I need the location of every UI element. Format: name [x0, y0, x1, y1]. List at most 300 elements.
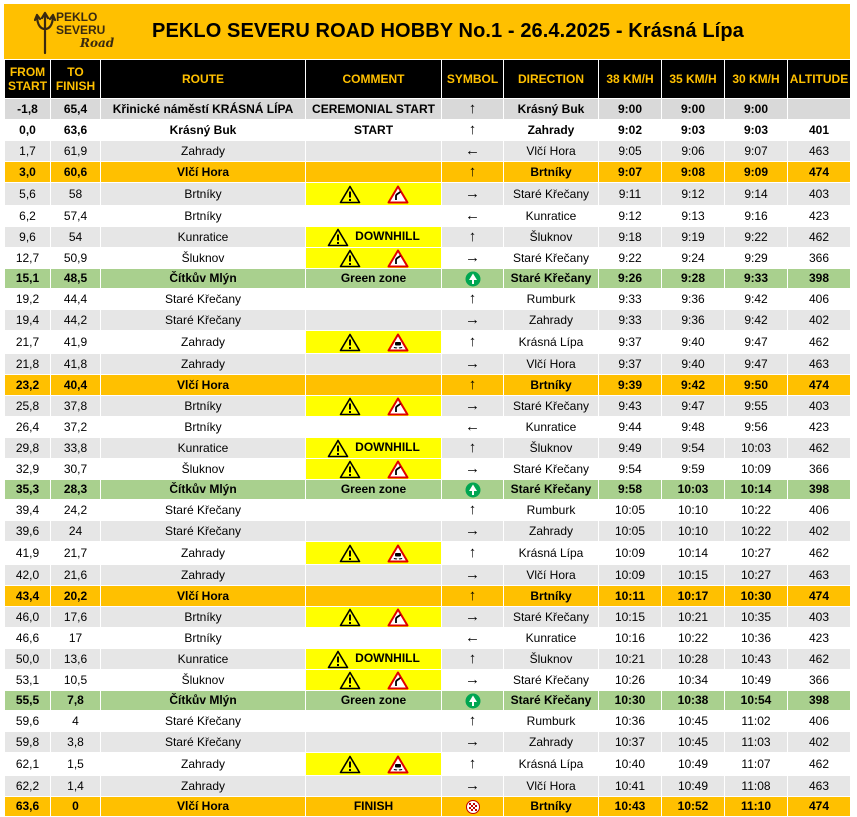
cell-comment — [306, 711, 442, 732]
cell-route: Vlčí Hora — [101, 162, 306, 183]
cell-route: Křinické náměstí KRÁSNÁ LÍPA — [101, 99, 306, 120]
cell-30kmh: 10:22 — [725, 500, 788, 521]
up-arrow-icon: ↑ — [468, 100, 477, 117]
cell-from-start: 39,6 — [5, 521, 51, 542]
cell-direction: Šluknov — [504, 438, 599, 459]
table-row — [5, 417, 851, 438]
cell-comment — [306, 480, 442, 500]
up-arrow-icon: ↑ — [468, 121, 477, 138]
green-zone-icon — [465, 482, 481, 496]
cell-35kmh: 9:00 — [662, 99, 725, 120]
warning-icon — [339, 754, 361, 775]
cell-from-start: 46,0 — [5, 607, 51, 628]
cell-comment — [306, 607, 442, 628]
cell-38kmh: 9:33 — [599, 310, 662, 331]
cell-comment — [306, 417, 442, 438]
cell-38kmh: 9:02 — [599, 120, 662, 141]
cell-30kmh: 9:42 — [725, 289, 788, 310]
cell-38kmh: 9:07 — [599, 162, 662, 183]
cell-direction: Rumburk — [504, 289, 599, 310]
cell-from-start: 6,2 — [5, 206, 51, 227]
table-row — [5, 776, 851, 797]
cell-from-start: 21,7 — [5, 331, 51, 354]
cell-30kmh: 9:22 — [725, 227, 788, 248]
cell-direction: Vlčí Hora — [504, 354, 599, 375]
cell-38kmh: 10:09 — [599, 542, 662, 565]
right-arrow-icon: → — [465, 733, 480, 750]
cell-altitude: 462 — [788, 753, 851, 776]
cell-symbol — [442, 141, 504, 162]
table-row — [5, 586, 851, 607]
cell-symbol — [442, 753, 504, 776]
table-row — [5, 607, 851, 628]
cell-route: Brtníky — [101, 417, 306, 438]
cell-30kmh: 9:42 — [725, 310, 788, 331]
cell-altitude: 403 — [788, 183, 851, 206]
warning-icon — [339, 184, 361, 205]
cell-to-finish: 37,2 — [51, 417, 101, 438]
right-arrow-icon: → — [465, 671, 480, 688]
col-35kmh: 35 KM/H — [662, 60, 725, 99]
cell-symbol — [442, 649, 504, 670]
cell-to-finish: 24,2 — [51, 500, 101, 521]
right-arrow-icon: → — [465, 608, 480, 625]
table-row — [5, 289, 851, 310]
cell-altitude: 474 — [788, 797, 851, 817]
right-arrow-icon: → — [465, 566, 480, 583]
cell-to-finish: 48,5 — [51, 269, 101, 289]
page-title: PEKLO SEVERU ROAD HOBBY No.1 - 26.4.2025 - Krásná Lípa — [152, 20, 744, 42]
cell-to-finish: 37,8 — [51, 396, 101, 417]
table-row — [5, 438, 851, 459]
cell-from-start: -1,8 — [5, 99, 51, 120]
cell-38kmh: 10:11 — [599, 586, 662, 607]
cell-altitude: 423 — [788, 628, 851, 649]
table-row — [5, 797, 851, 817]
table-body — [5, 99, 851, 817]
cell-35kmh: 10:49 — [662, 776, 725, 797]
cell-30kmh: 10:35 — [725, 607, 788, 628]
cell-route: Brtníky — [101, 396, 306, 417]
cell-altitude: 366 — [788, 459, 851, 480]
table-row — [5, 331, 851, 354]
cell-comment — [306, 183, 442, 206]
cell-from-start: 46,6 — [5, 628, 51, 649]
cell-38kmh: 10:16 — [599, 628, 662, 649]
green-zone-icon — [465, 693, 481, 707]
comment-text: DOWNHILL — [355, 229, 420, 244]
cell-30kmh: 10:27 — [725, 542, 788, 565]
cell-altitude: 474 — [788, 162, 851, 183]
cell-from-start: 9,6 — [5, 227, 51, 248]
cell-from-start: 12,7 — [5, 248, 51, 269]
cell-symbol — [442, 459, 504, 480]
cell-direction: Staré Křečany — [504, 607, 599, 628]
cell-comment — [306, 500, 442, 521]
cell-direction: Brtníky — [504, 375, 599, 396]
cell-comment — [306, 162, 442, 183]
cell-30kmh: 9:56 — [725, 417, 788, 438]
right-arrow-icon: → — [465, 460, 480, 477]
cell-to-finish: 57,4 — [51, 206, 101, 227]
cell-direction: Staré Křečany — [504, 396, 599, 417]
up-arrow-icon: ↑ — [468, 376, 477, 393]
cell-38kmh: 9:12 — [599, 206, 662, 227]
cell-30kmh: 9:47 — [725, 354, 788, 375]
slippery-car-icon — [387, 332, 409, 353]
cell-direction: Brtníky — [504, 797, 599, 817]
cell-to-finish: 3,8 — [51, 732, 101, 753]
table-row — [5, 206, 851, 227]
cell-route: Staré Křečany — [101, 310, 306, 331]
cell-from-start: 32,9 — [5, 459, 51, 480]
cell-altitude: 406 — [788, 711, 851, 732]
cell-route: Kunratice — [101, 227, 306, 248]
cell-35kmh: 10:34 — [662, 670, 725, 691]
cell-altitude: 462 — [788, 649, 851, 670]
cell-38kmh: 9:37 — [599, 331, 662, 354]
cell-from-start: 5,6 — [5, 183, 51, 206]
cell-route: Čítkův Mlýn — [101, 480, 306, 500]
cell-comment — [306, 396, 442, 417]
cell-35kmh: 9:36 — [662, 289, 725, 310]
cell-to-finish: 60,6 — [51, 162, 101, 183]
cell-comment — [306, 289, 442, 310]
cell-direction: Vlčí Hora — [504, 776, 599, 797]
cell-route: Zahrady — [101, 753, 306, 776]
cell-route: Brtníky — [101, 206, 306, 227]
cell-symbol — [442, 691, 504, 711]
table-row — [5, 649, 851, 670]
cell-35kmh: 9:24 — [662, 248, 725, 269]
cell-altitude: 398 — [788, 269, 851, 289]
col-30kmh: 30 KM/H — [725, 60, 788, 99]
cell-comment — [306, 670, 442, 691]
cell-30kmh: 10:03 — [725, 438, 788, 459]
cell-from-start: 63,6 — [5, 797, 51, 817]
cell-35kmh: 9:06 — [662, 141, 725, 162]
cell-30kmh: 10:27 — [725, 565, 788, 586]
right-arrow-icon: → — [465, 249, 480, 266]
cell-38kmh: 9:54 — [599, 459, 662, 480]
table-row — [5, 670, 851, 691]
cell-35kmh: 10:49 — [662, 753, 725, 776]
cell-direction: Šluknov — [504, 649, 599, 670]
col-comment: COMMENT — [306, 60, 442, 99]
cell-35kmh: 10:15 — [662, 565, 725, 586]
cell-symbol — [442, 586, 504, 607]
table-row — [5, 396, 851, 417]
cell-symbol — [442, 162, 504, 183]
cell-30kmh: 9:29 — [725, 248, 788, 269]
cell-symbol — [442, 480, 504, 500]
comment-text: START — [353, 122, 394, 137]
cell-from-start: 39,4 — [5, 500, 51, 521]
cell-comment — [306, 375, 442, 396]
cell-from-start: 19,2 — [5, 289, 51, 310]
cell-to-finish: 65,4 — [51, 99, 101, 120]
cell-35kmh: 9:36 — [662, 310, 725, 331]
col-symbol: SYMBOL — [442, 60, 504, 99]
cell-from-start: 62,2 — [5, 776, 51, 797]
warning-icon — [327, 438, 349, 457]
left-arrow-icon: ← — [465, 418, 480, 435]
cell-route: Zahrady — [101, 776, 306, 797]
cell-direction: Zahrady — [504, 521, 599, 542]
cell-30kmh: 9:33 — [725, 269, 788, 289]
cell-route: Šluknov — [101, 248, 306, 269]
cell-direction: Zahrady — [504, 310, 599, 331]
dangerous-curve-icon — [387, 459, 409, 478]
table-row — [5, 711, 851, 732]
cell-from-start: 26,4 — [5, 417, 51, 438]
table-row — [5, 732, 851, 753]
cell-comment — [306, 586, 442, 607]
cell-35kmh: 10:10 — [662, 500, 725, 521]
cell-route: Šluknov — [101, 670, 306, 691]
table-row — [5, 310, 851, 331]
cell-to-finish: 17 — [51, 628, 101, 649]
cell-direction: Šluknov — [504, 227, 599, 248]
table-row — [5, 521, 851, 542]
cell-to-finish: 13,6 — [51, 649, 101, 670]
cell-direction: Staré Křečany — [504, 480, 599, 500]
cell-35kmh: 10:03 — [662, 480, 725, 500]
cell-38kmh: 9:58 — [599, 480, 662, 500]
table-row — [5, 162, 851, 183]
cell-from-start: 21,8 — [5, 354, 51, 375]
up-arrow-icon: ↑ — [468, 587, 477, 604]
cell-from-start: 53,1 — [5, 670, 51, 691]
cell-35kmh: 9:47 — [662, 396, 725, 417]
cell-from-start: 23,2 — [5, 375, 51, 396]
cell-to-finish: 63,6 — [51, 120, 101, 141]
up-arrow-icon: ↑ — [468, 650, 477, 667]
cell-35kmh: 9:40 — [662, 331, 725, 354]
cell-direction: Kunratice — [504, 206, 599, 227]
cell-30kmh: 11:08 — [725, 776, 788, 797]
cell-to-finish: 21,7 — [51, 542, 101, 565]
cell-comment — [306, 542, 442, 565]
cell-symbol — [442, 417, 504, 438]
cell-35kmh: 10:10 — [662, 521, 725, 542]
warning-icon — [339, 543, 361, 564]
cell-altitude: 403 — [788, 396, 851, 417]
cell-comment — [306, 99, 442, 120]
cell-30kmh: 9:07 — [725, 141, 788, 162]
cell-altitude: 401 — [788, 120, 851, 141]
cell-to-finish: 1,4 — [51, 776, 101, 797]
cell-symbol — [442, 797, 504, 817]
logo-line2: SEVERU — [56, 23, 106, 37]
cell-route: Kunratice — [101, 649, 306, 670]
cell-route: Zahrady — [101, 542, 306, 565]
cell-35kmh: 9:19 — [662, 227, 725, 248]
cell-from-start: 1,7 — [5, 141, 51, 162]
cell-from-start: 3,0 — [5, 162, 51, 183]
cell-symbol — [442, 711, 504, 732]
cell-comment — [306, 776, 442, 797]
cell-from-start: 15,1 — [5, 269, 51, 289]
left-arrow-icon: ← — [465, 142, 480, 159]
cell-comment — [306, 628, 442, 649]
cell-direction: Staré Křečany — [504, 691, 599, 711]
cell-comment — [306, 310, 442, 331]
cell-35kmh: 9:03 — [662, 120, 725, 141]
table-row — [5, 753, 851, 776]
cell-38kmh: 10:26 — [599, 670, 662, 691]
cell-direction: Staré Křečany — [504, 670, 599, 691]
table-row — [5, 542, 851, 565]
cell-altitude: 462 — [788, 542, 851, 565]
cell-30kmh: 9:55 — [725, 396, 788, 417]
up-arrow-icon: ↑ — [468, 712, 477, 729]
cell-38kmh: 9:43 — [599, 396, 662, 417]
cell-to-finish: 7,8 — [51, 691, 101, 711]
cell-altitude: 366 — [788, 670, 851, 691]
comment-text: Green zone — [340, 482, 407, 496]
cell-symbol — [442, 227, 504, 248]
cell-direction: Krásný Buk — [504, 99, 599, 120]
cell-38kmh: 10:15 — [599, 607, 662, 628]
cell-route: Brtníky — [101, 183, 306, 206]
cell-altitude: 463 — [788, 776, 851, 797]
col-38kmh: 38 KM/H — [599, 60, 662, 99]
cell-to-finish: 61,9 — [51, 141, 101, 162]
cell-38kmh: 9:33 — [599, 289, 662, 310]
cell-35kmh: 10:22 — [662, 628, 725, 649]
cell-symbol — [442, 607, 504, 628]
table-row — [5, 628, 851, 649]
cell-direction: Krásná Lípa — [504, 753, 599, 776]
cell-symbol — [442, 120, 504, 141]
cell-route: Zahrady — [101, 331, 306, 354]
cell-comment — [306, 120, 442, 141]
cell-to-finish: 41,9 — [51, 331, 101, 354]
cell-30kmh: 10:43 — [725, 649, 788, 670]
cell-35kmh: 9:54 — [662, 438, 725, 459]
cell-30kmh: 11:02 — [725, 711, 788, 732]
cell-route: Šluknov — [101, 459, 306, 480]
cell-from-start: 41,9 — [5, 542, 51, 565]
cell-35kmh: 10:21 — [662, 607, 725, 628]
table-row — [5, 375, 851, 396]
cell-comment — [306, 141, 442, 162]
cell-38kmh: 10:05 — [599, 521, 662, 542]
cell-symbol — [442, 248, 504, 269]
col-to-finish: TO FINISH — [51, 60, 101, 99]
cell-to-finish: 0 — [51, 797, 101, 817]
up-arrow-icon: ↑ — [468, 163, 477, 180]
cell-to-finish: 50,9 — [51, 248, 101, 269]
warning-icon — [339, 607, 361, 626]
cell-from-start: 42,0 — [5, 565, 51, 586]
cell-altitude: 406 — [788, 500, 851, 521]
cell-30kmh: 9:14 — [725, 183, 788, 206]
cell-route: Vlčí Hora — [101, 586, 306, 607]
cell-route: Čítkův Mlýn — [101, 269, 306, 289]
dangerous-curve-icon — [387, 396, 409, 415]
cell-comment — [306, 797, 442, 817]
cell-30kmh: 10:30 — [725, 586, 788, 607]
cell-altitude: 462 — [788, 227, 851, 248]
cell-38kmh: 9:11 — [599, 183, 662, 206]
cell-altitude: 474 — [788, 375, 851, 396]
table-row — [5, 183, 851, 206]
warning-icon — [327, 227, 349, 246]
cell-35kmh: 10:38 — [662, 691, 725, 711]
cell-from-start: 19,4 — [5, 310, 51, 331]
dangerous-curve-icon — [387, 248, 409, 267]
cell-30kmh: 10:36 — [725, 628, 788, 649]
comment-text: Green zone — [340, 693, 407, 707]
cell-direction: Rumburk — [504, 500, 599, 521]
cell-30kmh: 11:10 — [725, 797, 788, 817]
cell-altitude: 462 — [788, 438, 851, 459]
cell-38kmh: 9:39 — [599, 375, 662, 396]
cell-route: Brtníky — [101, 628, 306, 649]
cell-35kmh: 9:40 — [662, 354, 725, 375]
table-row — [5, 99, 851, 120]
cell-30kmh: 9:09 — [725, 162, 788, 183]
cell-comment — [306, 521, 442, 542]
cell-direction: Staré Křečany — [504, 248, 599, 269]
cell-comment — [306, 354, 442, 375]
table-row — [5, 269, 851, 289]
cell-from-start: 25,8 — [5, 396, 51, 417]
cell-to-finish: 33,8 — [51, 438, 101, 459]
up-arrow-icon: ↑ — [468, 290, 477, 307]
cell-38kmh: 9:49 — [599, 438, 662, 459]
finish-flag-icon — [466, 799, 480, 813]
warning-icon — [339, 248, 361, 267]
cell-route: Staré Křečany — [101, 289, 306, 310]
cell-comment — [306, 269, 442, 289]
left-arrow-icon: ← — [465, 629, 480, 646]
cell-38kmh: 10:37 — [599, 732, 662, 753]
logo — [4, 4, 115, 59]
cell-35kmh: 9:12 — [662, 183, 725, 206]
cell-from-start: 62,1 — [5, 753, 51, 776]
table-row — [5, 565, 851, 586]
comment-text: CEREMONIAL START — [312, 101, 435, 116]
slippery-car-icon — [387, 543, 409, 564]
header-row — [5, 60, 851, 99]
cell-symbol — [442, 269, 504, 289]
cell-30kmh: 10:49 — [725, 670, 788, 691]
cell-route: Zahrady — [101, 565, 306, 586]
cell-symbol — [442, 375, 504, 396]
up-arrow-icon: ↑ — [468, 755, 477, 772]
dangerous-curve-icon — [387, 607, 409, 626]
cell-to-finish: 54 — [51, 227, 101, 248]
cell-symbol — [442, 500, 504, 521]
dangerous-curve-icon — [387, 670, 409, 689]
cell-altitude: 402 — [788, 521, 851, 542]
cell-to-finish: 21,6 — [51, 565, 101, 586]
cell-35kmh: 10:14 — [662, 542, 725, 565]
cell-route: Staré Křečany — [101, 732, 306, 753]
cell-comment — [306, 206, 442, 227]
cell-altitude: 398 — [788, 480, 851, 500]
cell-35kmh: 10:45 — [662, 732, 725, 753]
cell-from-start: 50,0 — [5, 649, 51, 670]
cell-30kmh: 9:47 — [725, 331, 788, 354]
cell-symbol — [442, 310, 504, 331]
cell-38kmh: 9:37 — [599, 354, 662, 375]
cell-comment — [306, 565, 442, 586]
cell-symbol — [442, 628, 504, 649]
